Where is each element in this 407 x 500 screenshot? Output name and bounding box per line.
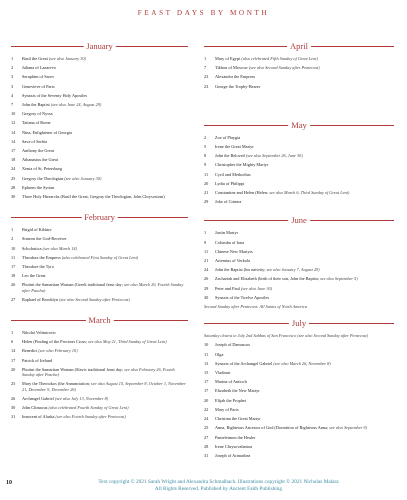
- list-item: 14 Sava of Serbia: [11, 138, 48, 144]
- list-item: 2 Juliana of Lazarevo: [11, 65, 56, 71]
- list-item: 21 Artemius of Verkola: [204, 258, 251, 264]
- list-item: 8 John the Beloved (see also September 26, June 30): [204, 153, 303, 159]
- copyright-footer: [30, 479, 407, 492]
- july-list: [204, 333, 394, 458]
- list-item: 28 Ephrem the Syrian: [11, 184, 55, 190]
- page-title: FEAST DAYS BY MONTH: [137, 9, 270, 17]
- list-item: 27 Panteleimon the Healer: [204, 434, 256, 440]
- month-header-june: [204, 214, 394, 227]
- list-item: 4 Synaxis of the Seventy Holy Apostles: [11, 92, 88, 98]
- month-title: July: [289, 317, 309, 329]
- list-item: 11 Cyril and Methodius: [204, 171, 251, 177]
- list-item: 28 Irene Chrysovalantou: [204, 443, 253, 449]
- list-item: 29 Joke of Crimea: [204, 199, 242, 205]
- month-header-january: [11, 40, 188, 53]
- month-header-july: [204, 317, 394, 330]
- list-item: 1 Basil the Great (see also January 30): [11, 56, 86, 61]
- list-item: 10 Joseph of Damascus: [204, 342, 251, 348]
- list-item: 23 George the Trophy-Bearer: [204, 83, 261, 89]
- may-list: [204, 135, 394, 205]
- list-item: 12 Tatiana of Rome: [11, 120, 51, 126]
- list-item: 23 Alexandra the Empress: [204, 74, 256, 80]
- list-item: 1 Nikolai Velimirovic: [11, 330, 57, 336]
- month-header-april: [204, 40, 394, 53]
- footer-line: Text copyright © 2021 Sarah Wright and Alexandra Schmalbach. Illustrations copyright © 2021 Nicholas Malara: [98, 479, 339, 485]
- month-header-march: [11, 314, 188, 327]
- july-lead-note: Saturday closest to July 2nd Sabbas of San Francisco (see also Second Sunday after Pentecost): [204, 333, 369, 339]
- list-item: 21 Constantine and Helen (Helen: see also March 6, Third Sunday of Great Lent): [204, 190, 350, 196]
- month-title: February: [81, 211, 118, 223]
- list-item: 24 Xenia of St. Petersburg: [11, 166, 63, 172]
- list-item: 27 Raphael of Brooklyn (see also Second Sunday after Pentecost): [11, 296, 130, 302]
- list-item: 5 Irene the Great Martyr: [204, 144, 254, 150]
- list-item: 20 Photini the Samaritan Woman (Slavic traditional feast day; see also February 26, Fourth Sunday after Pascha): [11, 366, 175, 378]
- list-item: 17 Marina of Antioch: [204, 379, 247, 385]
- month-title: June: [288, 214, 310, 226]
- list-item: 24 John the Baptist (his nativity; see also January 7, August 29): [204, 267, 320, 273]
- month-header-may: [204, 119, 394, 132]
- month-title: April: [287, 40, 311, 52]
- list-item: 17 Elizabeth the New Martyr: [204, 388, 260, 394]
- list-item: 30 John Climacus (also celebrated Fourth Sunday of Great Lent): [11, 404, 129, 410]
- list-item: 7 John the Baptist (see also June 24, August 29): [11, 102, 102, 108]
- list-item: 1 Mary of Egypt (also celebrated Fifth Sunday of Great Lent): [204, 56, 318, 61]
- month-title: January: [83, 40, 115, 52]
- list-item: 15 Vladimir: [204, 370, 231, 376]
- list-item: 25 Anna, Righteous Ancestor of God (Dormition of Righteous Anna; see also September 9): [204, 425, 367, 431]
- list-item: 2 Zoe of Playgia: [204, 134, 241, 140]
- list-item: 9 Christopher the Mighty Martyr: [204, 162, 269, 168]
- list-item: 26 Zachariah and Elizabeth (birth of their son, John the Baptist; see also September 5): [204, 276, 358, 282]
- list-item: 31 Innocent of Alaska (see also Fourth Sunday after Pentecost): [11, 414, 126, 420]
- left-column: [11, 30, 188, 423]
- list-item: 25 Mary the Theotokos (the Annunciation; see also August 15, September 8, October 1, November 21, December 9, December 26): [11, 381, 186, 392]
- list-item: 31 Joseph of Arimathea: [204, 452, 251, 458]
- list-item: 1 Brigid of Kildare: [11, 227, 52, 233]
- list-item: 10 Scholastica (see also March 14): [11, 245, 77, 251]
- list-item: 10 Gregory of Nyssa: [11, 111, 53, 117]
- list-item: 17 Anthony the Great: [11, 148, 54, 154]
- right-column: [204, 30, 394, 462]
- month-header-february: [11, 211, 188, 224]
- list-item: 7 Tikhon of Moscow (see also Second Sunday after Pentecost): [204, 65, 320, 71]
- list-item: 14 Nina, Enlightener of Georgia: [11, 129, 73, 135]
- march-list: [11, 330, 188, 419]
- list-item: 26 Photini the Samaritan Woman (Greek traditional feast day; see also March 20, Fourth Sunday after Pascha): [11, 282, 184, 293]
- list-item: 2 Simeon the God-Receiver: [11, 236, 67, 242]
- list-item: 9 Columba of Iona: [204, 239, 245, 245]
- january-list: [11, 56, 188, 199]
- list-item: 20 Elijah the Prophet: [204, 397, 247, 403]
- list-item: 3 Genevieve of Paris: [11, 83, 55, 89]
- list-item: 17 Patrick of Ireland: [11, 357, 53, 363]
- february-list: [11, 227, 188, 302]
- list-item: 17 Theodore the Tyro: [11, 264, 54, 270]
- june-extra-note: Second Sunday after Pentecost: All Saints of North America: [204, 304, 308, 310]
- list-item: 3 Seraphim of Sarov: [11, 74, 55, 80]
- june-list: [204, 230, 394, 309]
- list-item: 11 Theodora the Empress (also celebrated First Sunday of Great Lent): [11, 254, 139, 260]
- page-number: 10: [6, 480, 12, 486]
- list-item: 18 Athanasius the Great: [11, 157, 59, 163]
- list-item: 22 Mary of Paris: [204, 406, 239, 412]
- list-item: 20 Lydia of Philippi: [204, 180, 245, 186]
- list-item: 1 Justin Martyr: [204, 230, 239, 236]
- list-item: 13 Synaxis of the Archangel Gabriel (see also March 26, November 8): [204, 360, 331, 366]
- month-title: May: [288, 119, 310, 131]
- april-list: [204, 56, 394, 89]
- footer-line: All Rights Reserved. Published by Ancient Faith Publishing: [154, 485, 283, 492]
- list-item: 30 Synaxis of the Twelve Apostles: [204, 294, 270, 300]
- list-item: 6 Helen (Finding of the Precious Cross; see also May 21, Third Sunday of Great Lent): [11, 339, 167, 345]
- list-item: 18 Leo the Great: [11, 273, 46, 279]
- list-item: 24 Christina the Great Martyr: [204, 416, 261, 422]
- list-item: 29 Peter and Paul (see also June 30): [204, 285, 273, 291]
- list-item: 14 Benedict (see also February 10): [11, 348, 78, 354]
- month-title: March: [85, 314, 113, 326]
- list-item: 11 Olga: [204, 351, 224, 357]
- list-item: 25 Gregory the Theologian (see also January 30): [11, 175, 102, 181]
- list-item: 11 Chinese New Martyrs: [204, 248, 253, 254]
- list-item: 26 Archangel Gabriel (see also July 13, November 8): [11, 395, 109, 401]
- list-item: 30 Three Holy Hierarchs (Basil the Great, Gregory the Theologian, John Chrysostom): [11, 194, 165, 200]
